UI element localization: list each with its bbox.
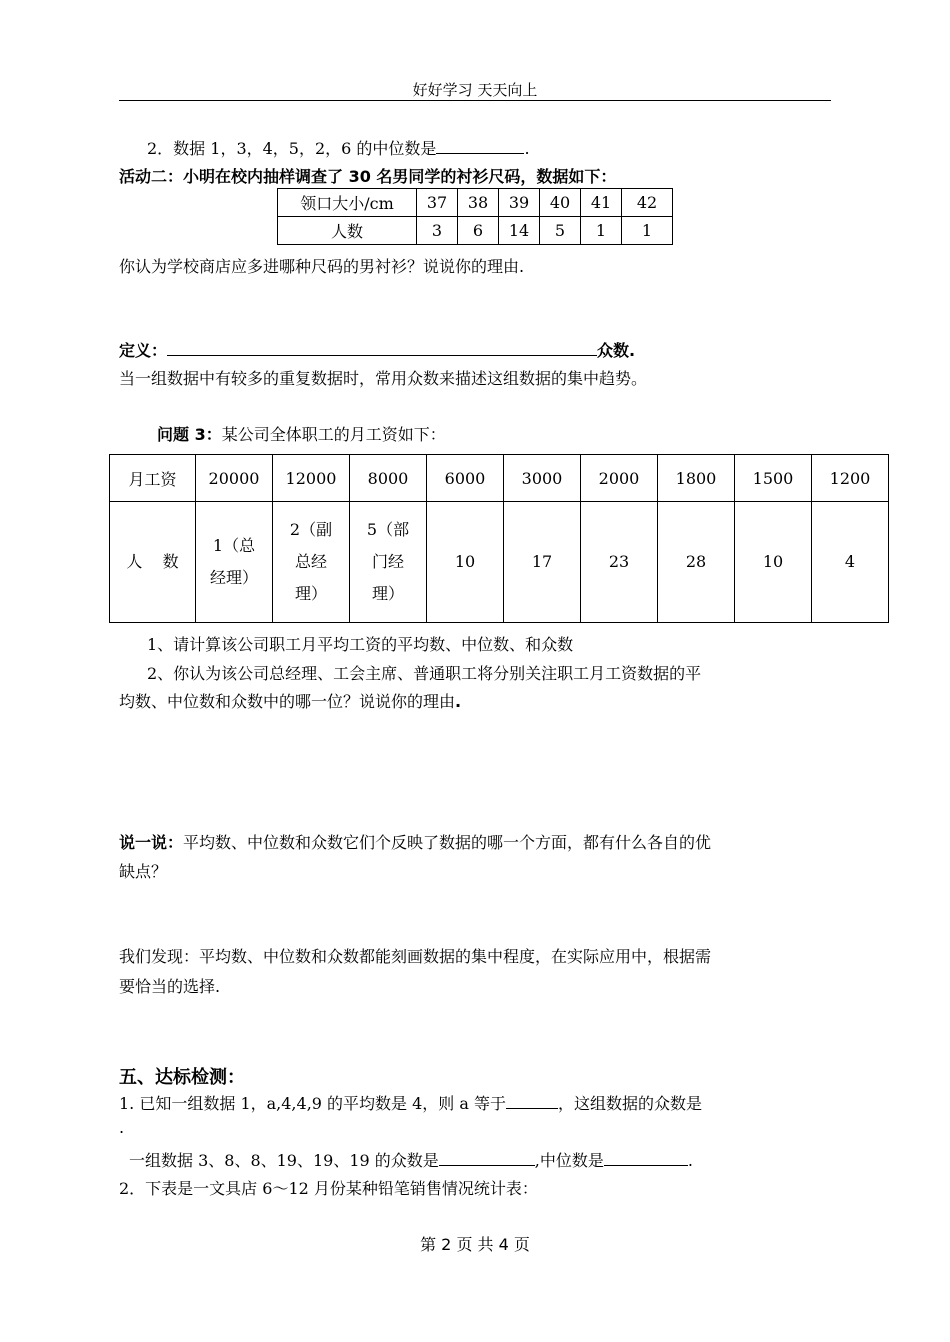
- answer-blank: [439, 1151, 535, 1166]
- q1-end: .: [119, 1118, 125, 1137]
- wage-cell: 6000: [427, 455, 504, 502]
- size-cell: 41: [581, 189, 622, 217]
- header-rule: [119, 100, 831, 101]
- answer-blank: [436, 139, 524, 154]
- question-2-end: .: [524, 139, 530, 158]
- finding-line2: 要恰当的选择.: [119, 977, 221, 996]
- q1b-text-b: ,中位数是: [534, 1151, 604, 1170]
- wage-cell: 2000: [581, 455, 658, 502]
- problem-3-label: 问题 3：: [157, 425, 222, 444]
- activity-2-title: 活动二：小明在校内抽样调查了 30 名男同学的衬衫尺码，数据如下：: [119, 167, 617, 186]
- people-cell: [273, 502, 350, 623]
- problem-3-q2-text: 均数、中位数和众数中的哪一位？说说你的理由: [119, 692, 456, 711]
- section-5-q1b: [129, 1148, 693, 1171]
- q1-text-a: 1. 已知一组数据 1，a,4,4,9 的平均数是 4，则 a 等于: [119, 1094, 507, 1113]
- definition-end: 众数.: [597, 341, 636, 360]
- section-5-q1: [119, 1091, 702, 1114]
- wage-cell: 12000: [273, 455, 350, 502]
- row-label: 领口大小/cm: [278, 189, 417, 217]
- people-cell-text: 2（副总经理）: [289, 520, 333, 603]
- q1b-text-a: 一组数据 3、8、8、19、19、19 的众数是: [129, 1151, 439, 1170]
- problem-3-q2-line2: [119, 689, 461, 712]
- people-cell: 28: [658, 502, 735, 623]
- say-line2: 缺点？: [119, 862, 168, 881]
- finding-line1: 我们发现：平均数、中位数和众数都能刻画数据的集中程度，在实际应用中，根据需: [119, 947, 712, 966]
- section-5-q2: 2．下表是一文具店 6～12 月份某种铅笔销售情况统计表：: [119, 1179, 538, 1198]
- salary-table: [109, 454, 889, 623]
- size-cell: 39: [499, 189, 540, 217]
- definition-blank: [167, 341, 597, 356]
- say-text: 平均数、中位数和众数它们个反映了数据的哪一个方面，都有什么各自的优: [183, 833, 712, 852]
- size-cell: 38: [458, 189, 499, 217]
- problem-3-q1: 1、请计算该公司职工月平均工资的平均数、中位数、和众数: [147, 635, 574, 654]
- section-5-title: 五、达标检测：: [119, 1067, 245, 1088]
- q1-text-b: ，这组数据的众数是: [558, 1094, 703, 1113]
- people-cell: [196, 502, 273, 623]
- page-footer: 第 2 页 共 4 页: [420, 1235, 530, 1254]
- count-cell: 14: [499, 217, 540, 245]
- row-label: 人数: [278, 217, 417, 245]
- say-line1: [119, 830, 711, 853]
- wage-cell: 3000: [504, 455, 581, 502]
- row-label: 人 数: [110, 502, 196, 623]
- people-cell: 17: [504, 502, 581, 623]
- problem-3-text: 某公司全体职工的月工资如下：: [221, 425, 446, 444]
- size-cell: 42: [622, 189, 673, 217]
- question-2: [147, 136, 530, 159]
- size-cell: 37: [417, 189, 458, 217]
- shirt-size-table: [277, 188, 673, 245]
- count-cell: 3: [417, 217, 458, 245]
- size-cell: 40: [540, 189, 581, 217]
- q1b-text-c: .: [687, 1151, 693, 1170]
- problem-3: [157, 422, 446, 445]
- say-label: 说一说：: [119, 833, 184, 852]
- definition-label: 定义：: [119, 341, 168, 360]
- table-row: [278, 217, 673, 245]
- definition-note: 当一组数据中有较多的重复数据时，常用众数来描述这组数据的集中趋势。: [119, 369, 648, 388]
- answer-blank: [506, 1094, 558, 1109]
- count-cell: 5: [540, 217, 581, 245]
- count-cell: 6: [458, 217, 499, 245]
- table-row: [278, 189, 673, 217]
- wage-cell: 20000: [196, 455, 273, 502]
- people-cell: 10: [427, 502, 504, 623]
- people-cell: 4: [812, 502, 889, 623]
- wage-cell: 1800: [658, 455, 735, 502]
- problem-3-q2-line1: 2、你认为该公司总经理、工会主席、普通职工将分别关注职工月工资数据的平: [147, 664, 702, 683]
- page-header: 好好学习 天天向上: [412, 81, 538, 99]
- count-cell: 1: [581, 217, 622, 245]
- people-cell: 10: [735, 502, 812, 623]
- table-row: [110, 455, 889, 502]
- row-label: 月工资: [110, 455, 196, 502]
- activity-2-question: 你认为学校商店应多进哪种尺码的男衬衫？说说你的理由.: [119, 257, 525, 276]
- table-row: [110, 502, 889, 623]
- count-cell: 1: [622, 217, 673, 245]
- question-2-text: 2．数据 1，3，4，5，2，6 的中位数是: [147, 139, 437, 158]
- people-cell-text: 1（总经理）: [209, 536, 258, 587]
- people-cell: [350, 502, 427, 623]
- wage-cell: 1500: [735, 455, 812, 502]
- wage-cell: 1200: [812, 455, 889, 502]
- people-cell: 23: [581, 502, 658, 623]
- wage-cell: 8000: [350, 455, 427, 502]
- problem-3-q2-end: .: [455, 692, 462, 711]
- definition-line: [119, 338, 635, 361]
- answer-blank: [604, 1151, 688, 1166]
- people-cell-text: 5（部门经理）: [366, 520, 410, 603]
